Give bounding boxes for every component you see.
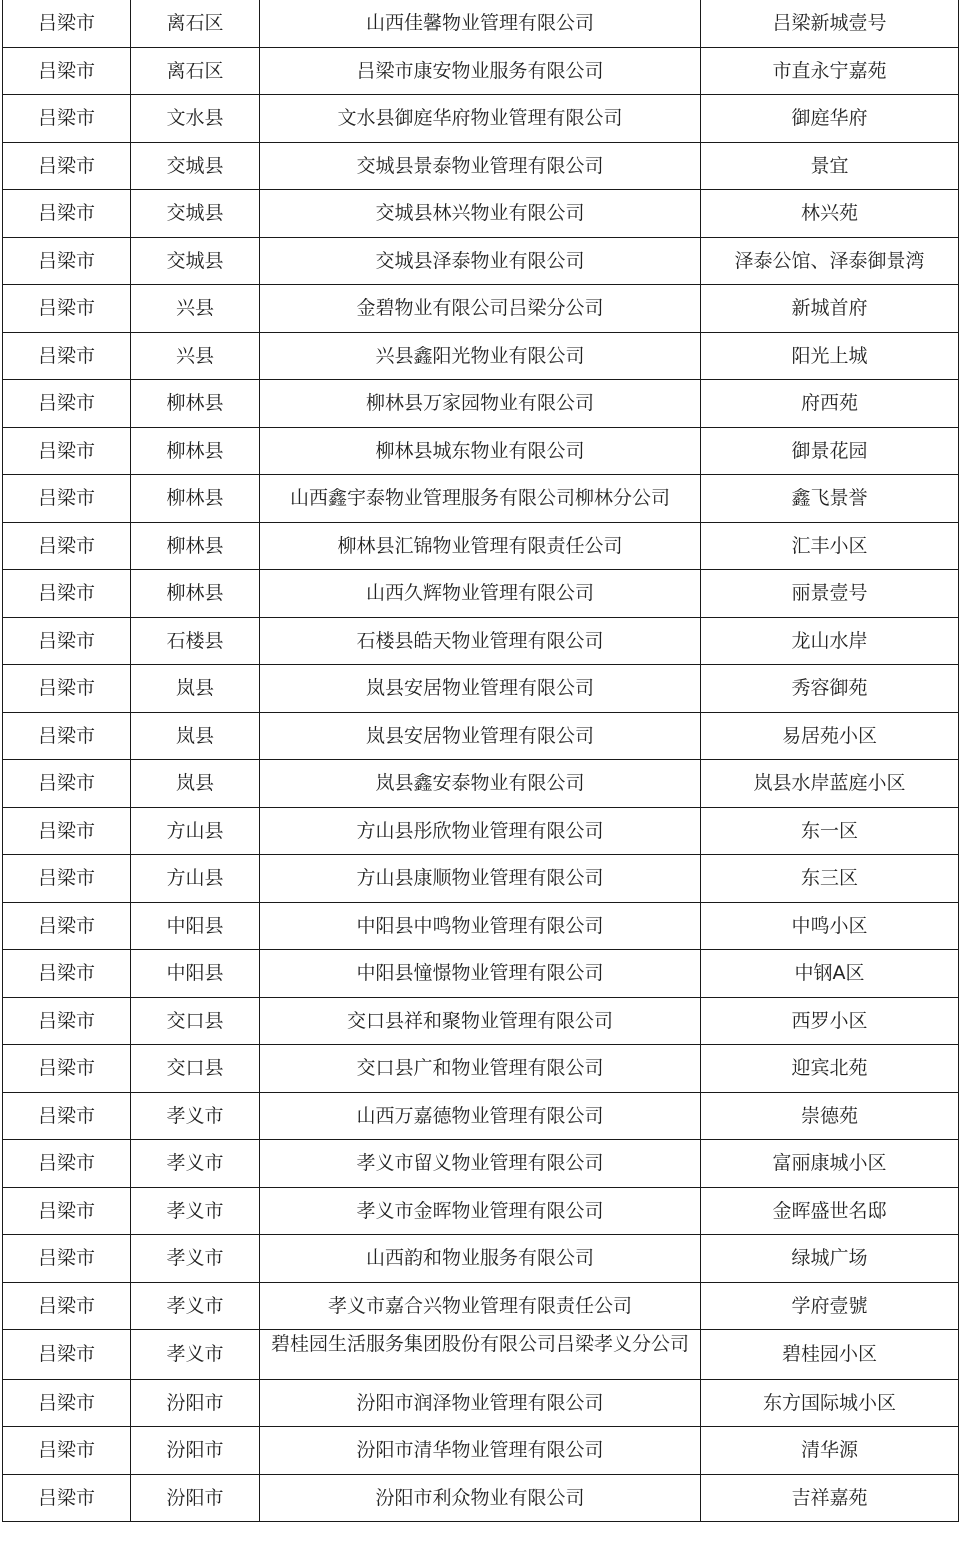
table-row	[3, 380, 959, 428]
project-cell: 御庭华府	[701, 95, 959, 143]
company-cell: 柳林县汇锦物业管理有限责任公司	[260, 522, 701, 570]
district-cell: 中阳县	[131, 902, 260, 950]
project-cell: 东方国际城小区	[701, 1379, 959, 1427]
company-cell: 交城县泽泰物业有限公司	[260, 237, 701, 285]
project-cell: 汇丰小区	[701, 522, 959, 570]
city-cell: 吕梁市	[3, 1474, 131, 1522]
company-cell: 山西韵和物业服务有限公司	[260, 1235, 701, 1283]
city-cell: 吕梁市	[3, 1235, 131, 1283]
company-cell: 石楼县皓天物业管理有限公司	[260, 617, 701, 665]
city-cell: 吕梁市	[3, 570, 131, 618]
city-cell: 吕梁市	[3, 190, 131, 238]
project-cell: 清华源	[701, 1427, 959, 1475]
table-row	[3, 522, 959, 570]
table-row	[3, 285, 959, 333]
company-cell: 中阳县憧憬物业管理有限公司	[260, 950, 701, 998]
company-cell: 交城县林兴物业有限公司	[260, 190, 701, 238]
table-row	[3, 427, 959, 475]
table-row	[3, 807, 959, 855]
table-row	[3, 950, 959, 998]
city-cell: 吕梁市	[3, 1140, 131, 1188]
project-cell: 东三区	[701, 855, 959, 903]
city-cell: 吕梁市	[3, 95, 131, 143]
company-cell: 山西久辉物业管理有限公司	[260, 570, 701, 618]
project-cell: 易居苑小区	[701, 712, 959, 760]
city-cell: 吕梁市	[3, 237, 131, 285]
company-cell: 柳林县城东物业有限公司	[260, 427, 701, 475]
company-cell: 汾阳市清华物业管理有限公司	[260, 1427, 701, 1475]
city-cell: 吕梁市	[3, 47, 131, 95]
project-cell: 林兴苑	[701, 190, 959, 238]
company-cell: 交口县广和物业管理有限公司	[260, 1045, 701, 1093]
project-cell: 吕梁新城壹号	[701, 0, 959, 47]
table-row	[3, 1045, 959, 1093]
project-cell: 御景花园	[701, 427, 959, 475]
district-cell: 孝义市	[131, 1282, 260, 1330]
district-cell: 交口县	[131, 1045, 260, 1093]
district-cell: 柳林县	[131, 380, 260, 428]
city-cell: 吕梁市	[3, 950, 131, 998]
district-cell: 岚县	[131, 665, 260, 713]
district-cell: 交城县	[131, 190, 260, 238]
table-row	[3, 142, 959, 190]
district-cell: 孝义市	[131, 1187, 260, 1235]
project-cell: 中钢A区	[701, 950, 959, 998]
company-cell: 兴县鑫阳光物业有限公司	[260, 332, 701, 380]
district-cell: 离石区	[131, 0, 260, 47]
district-cell: 方山县	[131, 807, 260, 855]
city-cell: 吕梁市	[3, 0, 131, 47]
company-cell: 文水县御庭华府物业管理有限公司	[260, 95, 701, 143]
table-row	[3, 712, 959, 760]
project-cell: 景宜	[701, 142, 959, 190]
district-cell: 岚县	[131, 712, 260, 760]
company-cell: 碧桂园生活服务集团股份有限公司吕梁孝义分公司	[260, 1330, 701, 1380]
project-cell: 富丽康城小区	[701, 1140, 959, 1188]
district-cell: 中阳县	[131, 950, 260, 998]
table-row	[3, 617, 959, 665]
table-row	[3, 1140, 959, 1188]
city-cell: 吕梁市	[3, 1092, 131, 1140]
project-cell: 阳光上城	[701, 332, 959, 380]
table-body	[3, 0, 959, 1522]
city-cell: 吕梁市	[3, 1330, 131, 1380]
city-cell: 吕梁市	[3, 475, 131, 523]
company-cell: 方山县康顺物业管理有限公司	[260, 855, 701, 903]
project-cell: 鑫飞景誉	[701, 475, 959, 523]
table-row	[3, 95, 959, 143]
company-cell: 岚县安居物业管理有限公司	[260, 665, 701, 713]
table-row	[3, 1379, 959, 1427]
district-cell: 石楼县	[131, 617, 260, 665]
project-cell: 迎宾北苑	[701, 1045, 959, 1093]
city-cell: 吕梁市	[3, 522, 131, 570]
company-cell: 中阳县中鸣物业管理有限公司	[260, 902, 701, 950]
district-cell: 方山县	[131, 855, 260, 903]
table-row	[3, 665, 959, 713]
city-cell: 吕梁市	[3, 902, 131, 950]
district-cell: 汾阳市	[131, 1379, 260, 1427]
project-cell: 碧桂园小区	[701, 1330, 959, 1380]
project-cell: 西罗小区	[701, 997, 959, 1045]
company-cell: 山西佳馨物业管理有限公司	[260, 0, 701, 47]
table-row	[3, 1282, 959, 1330]
district-cell: 孝义市	[131, 1140, 260, 1188]
district-cell: 兴县	[131, 285, 260, 333]
project-cell: 崇德苑	[701, 1092, 959, 1140]
district-cell: 岚县	[131, 760, 260, 808]
city-cell: 吕梁市	[3, 1282, 131, 1330]
district-cell: 柳林县	[131, 570, 260, 618]
city-cell: 吕梁市	[3, 1427, 131, 1475]
table-row	[3, 1427, 959, 1475]
table-row	[3, 1092, 959, 1140]
company-cell: 孝义市留义物业管理有限公司	[260, 1140, 701, 1188]
table-row	[3, 1474, 959, 1522]
city-cell: 吕梁市	[3, 807, 131, 855]
company-cell: 方山县彤欣物业管理有限公司	[260, 807, 701, 855]
project-cell: 金晖盛世名邸	[701, 1187, 959, 1235]
city-cell: 吕梁市	[3, 1045, 131, 1093]
project-cell: 市直永宁嘉苑	[701, 47, 959, 95]
city-cell: 吕梁市	[3, 712, 131, 760]
project-cell: 秀容御苑	[701, 665, 959, 713]
table-row	[3, 332, 959, 380]
company-cell: 金碧物业有限公司吕梁分公司	[260, 285, 701, 333]
table-row	[3, 1330, 959, 1380]
city-cell: 吕梁市	[3, 142, 131, 190]
district-cell: 柳林县	[131, 427, 260, 475]
table-row	[3, 237, 959, 285]
city-cell: 吕梁市	[3, 665, 131, 713]
project-cell: 东一区	[701, 807, 959, 855]
district-cell: 文水县	[131, 95, 260, 143]
company-cell: 汾阳市利众物业有限公司	[260, 1474, 701, 1522]
city-cell: 吕梁市	[3, 427, 131, 475]
district-cell: 交城县	[131, 142, 260, 190]
company-cell: 汾阳市润泽物业管理有限公司	[260, 1379, 701, 1427]
city-cell: 吕梁市	[3, 997, 131, 1045]
table-row	[3, 1235, 959, 1283]
table-row	[3, 902, 959, 950]
city-cell: 吕梁市	[3, 760, 131, 808]
district-cell: 柳林县	[131, 522, 260, 570]
city-cell: 吕梁市	[3, 1187, 131, 1235]
table-row	[3, 570, 959, 618]
city-cell: 吕梁市	[3, 285, 131, 333]
district-cell: 汾阳市	[131, 1474, 260, 1522]
city-cell: 吕梁市	[3, 1379, 131, 1427]
table-row	[3, 855, 959, 903]
table-row	[3, 760, 959, 808]
district-cell: 汾阳市	[131, 1427, 260, 1475]
district-cell: 交口县	[131, 997, 260, 1045]
district-cell: 孝义市	[131, 1092, 260, 1140]
project-cell: 学府壹號	[701, 1282, 959, 1330]
company-cell: 吕梁市康安物业服务有限公司	[260, 47, 701, 95]
city-cell: 吕梁市	[3, 855, 131, 903]
project-cell: 龙山水岸	[701, 617, 959, 665]
company-cell: 岚县安居物业管理有限公司	[260, 712, 701, 760]
district-cell: 兴县	[131, 332, 260, 380]
table-row	[3, 997, 959, 1045]
table-row	[3, 475, 959, 523]
district-cell: 孝义市	[131, 1330, 260, 1380]
district-cell: 孝义市	[131, 1235, 260, 1283]
project-cell: 泽泰公馆、泽泰御景湾	[701, 237, 959, 285]
company-cell: 孝义市嘉合兴物业管理有限责任公司	[260, 1282, 701, 1330]
project-cell: 府西苑	[701, 380, 959, 428]
project-cell: 新城首府	[701, 285, 959, 333]
district-cell: 柳林县	[131, 475, 260, 523]
project-cell: 吉祥嘉苑	[701, 1474, 959, 1522]
city-cell: 吕梁市	[3, 617, 131, 665]
property-company-table	[2, 0, 959, 1522]
project-cell: 岚县水岸蓝庭小区	[701, 760, 959, 808]
project-cell: 丽景壹号	[701, 570, 959, 618]
company-cell: 柳林县万家园物业有限公司	[260, 380, 701, 428]
table-row	[3, 1187, 959, 1235]
table-row	[3, 0, 959, 47]
company-cell: 交口县祥和聚物业管理有限公司	[260, 997, 701, 1045]
district-cell: 离石区	[131, 47, 260, 95]
city-cell: 吕梁市	[3, 332, 131, 380]
district-cell: 交城县	[131, 237, 260, 285]
table-row	[3, 190, 959, 238]
company-cell: 交城县景泰物业管理有限公司	[260, 142, 701, 190]
company-cell: 山西鑫宇泰物业管理服务有限公司柳林分公司	[260, 475, 701, 523]
table-row	[3, 47, 959, 95]
city-cell: 吕梁市	[3, 380, 131, 428]
project-cell: 中鸣小区	[701, 902, 959, 950]
project-cell: 绿城广场	[701, 1235, 959, 1283]
company-cell: 山西万嘉德物业管理有限公司	[260, 1092, 701, 1140]
company-cell: 孝义市金晖物业管理有限公司	[260, 1187, 701, 1235]
company-cell: 岚县鑫安泰物业有限公司	[260, 760, 701, 808]
